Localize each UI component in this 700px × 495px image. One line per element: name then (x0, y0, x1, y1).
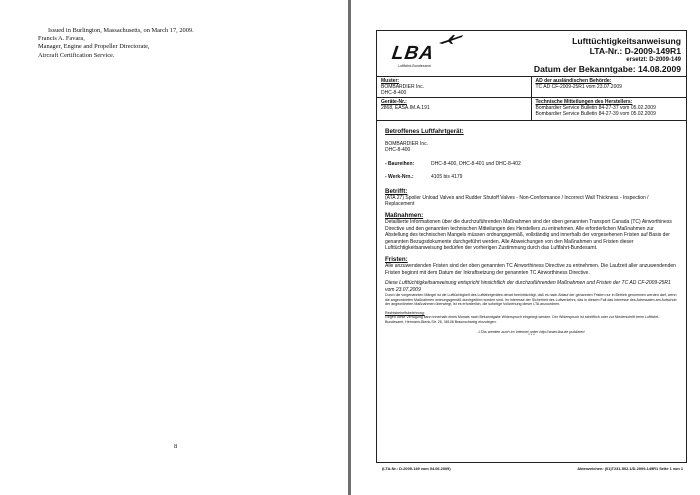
internet-note: LTAs werden auch im Internet unter http://www.lba.de publiziert (478, 329, 585, 334)
airplane-icon (438, 34, 464, 45)
measures-text: Detaillierte Informationen über die durchzuführenden Maßnahmen sind der oben genannten Transport Canada (TC) Airworthiness Directive und den genannten technischen Mitteilungen des Herstellers zu entnehmen. Alle erforderlichen Maßnahmen zur Abstellung des technischen Mangels müssen ordnungsgemäß, vollständig und innerhalb der vorgesehenen Fristen auf Basis der genannten Bezugsdokumente durchgeführt werden. Alle Abweichungen von den Maßnahmen und Fristen dieser Lufttüchtigkeitsanweisung bedürfen der vorherigen Zustimmung durch das Luftfahrt-Bundesamt. (385, 219, 672, 252)
page-number: 8 (174, 443, 178, 450)
tech-notes-value-2: Bombardier Service Bulletin 84-27-39 vom 05.02.2009 (535, 111, 656, 117)
deadlines-heading: Fristen: (385, 256, 408, 264)
document-body (377, 120, 686, 342)
remedy-text: Gegen diese Verfügung kann innerhalb eines Monats nach Bekanntgabe Widerspruch eingelegt werden. Der Widerspruch ist schriftlich oder zur Niederschrift beim Luftfahrt-Bundesamt, Hermann-Blenk-Str. 26, 38108 Braunschweig einzulegen. (385, 315, 660, 325)
model-label: Muster: (381, 78, 400, 84)
model-cell (377, 77, 532, 97)
series-row (385, 161, 678, 167)
foreign-ad-label: AD der ausländischen Behörde: (535, 78, 612, 84)
lta-number: LTA-Nr.: D-2009-149R1 (589, 46, 681, 56)
device-label: Geräte-Nr.: (381, 99, 407, 105)
serial-value: 4105 bis 4179 (431, 174, 463, 181)
logo-subtitle: Luftfahrt-Bundesamt (398, 64, 431, 68)
footer-previous-lta: (LTA-Nr.: D-2009-149 vom 04.06.2009) (382, 466, 451, 471)
serial-label: - Werk-Nrn.: (385, 174, 414, 181)
remedy-heading: Rechtsbehelfsbelehrung: (385, 310, 425, 315)
signature-block (38, 27, 194, 60)
device-cell (377, 97, 532, 120)
lba-logo-text: LBA (390, 43, 436, 64)
signer-service: Aircraft Certification Service. (38, 51, 115, 59)
left-page (0, 0, 348, 495)
info-grid (377, 76, 686, 120)
replaces-number: ersetzt: D-2009-149 (626, 57, 681, 63)
model-value-1: BOMBARDIER Inc. (381, 84, 425, 90)
tech-notes-value-1: Bombardier Service Bulletin 84-27-37 vom 05.02.2009 (535, 105, 656, 111)
serial-row (385, 174, 678, 180)
foreign-ad-cell (532, 77, 687, 97)
lta-document-frame (376, 30, 687, 463)
device-value: 2868, EASA.IM.A.191 (381, 105, 430, 111)
affected-line-2: DHC-8-400 (385, 147, 411, 154)
subject-heading: Betrifft: (385, 187, 408, 195)
series-value: DHC-8-400, DHC-8-401 und DHC-8-402 (431, 160, 521, 167)
footer-file-reference: Aktenzeichen: (01)T231-502.1/D-2009-149R1 Seite 1 von 1 (577, 466, 683, 471)
affected-heading: Betroffenes Luftfahrtgerät: (385, 128, 464, 135)
conformity-statement: Diese Lufttüchtigkeitsanweisung entspricht hinsichtlich der durchzuführenden Maßnahmen und Fristen der TC AD CF-2009-25R1 vom 23.07.2009 (385, 280, 671, 293)
document-title: Lufttüchtigkeitsanweisung (572, 36, 681, 46)
release-date: Datum der Bekanntgabe: 14.08.2009 (533, 64, 681, 74)
end-marker: * * * (528, 332, 535, 337)
header-titles (534, 36, 681, 74)
foreign-ad-value: TC AD CF-2009-25R1 vom 23.07.2009 (535, 84, 622, 90)
model-value-2: DHC-8-400 (381, 90, 407, 96)
affected-line-1: BOMBARDIER Inc. (385, 141, 429, 147)
series-label: - Baureihen: (385, 160, 415, 167)
lba-logo (388, 34, 468, 73)
signer-name: Francis A. Favara, (38, 35, 85, 43)
tech-notes-label: Technische Mitteilungen des Herstellers: (535, 99, 633, 105)
measures-heading: Maßnahmen: (385, 212, 424, 220)
right-page (351, 0, 700, 495)
deadlines-text: Alle anzuwendenden Fristen sind der oben genannten TC Airworthiness Directive zu entnehmen. Die Laufzeit aller anzuwendenden Fristen beginnt mit dem Datum der Inkraftsetzung der genannten TC Airworthiness Directive. (385, 263, 676, 276)
subject-text: (ATA 27) Spoiler Unload Valves and Rudder Shutoff Valves - Non-Conformance / Incorrect Wall Thickness - Inspection / Replacement (385, 194, 649, 208)
tech-notes-cell (532, 97, 687, 120)
signer-title: Manager, Engine and Propeller Directorate, (38, 43, 150, 51)
issued-line: Issued in Burlington, Massachusetts, on March 17, 2009. (48, 27, 194, 34)
document-header (377, 31, 686, 76)
legal-fine-print: Durch die vorgenannten Mängel ist die Lufttüchtigkeit des Luftfahrtgerätes derart beeinträchtigt, daß es nach Ablauf der genannten Fristen nur in Betrieb genommen werden darf, wenn die angeordneten Maßnahmen ordnungsgemäß durchgeführt worden sind. Im Interesse der Sicherheit des Luftverkehrs, das in diesem Fall das Interesse des Adressaten am Aufschub der angeordneten Maßnahmen überwiegt, ist es erforderlich, die sofortige Vollziehung dieser LTA anzuordnen. (385, 293, 677, 307)
